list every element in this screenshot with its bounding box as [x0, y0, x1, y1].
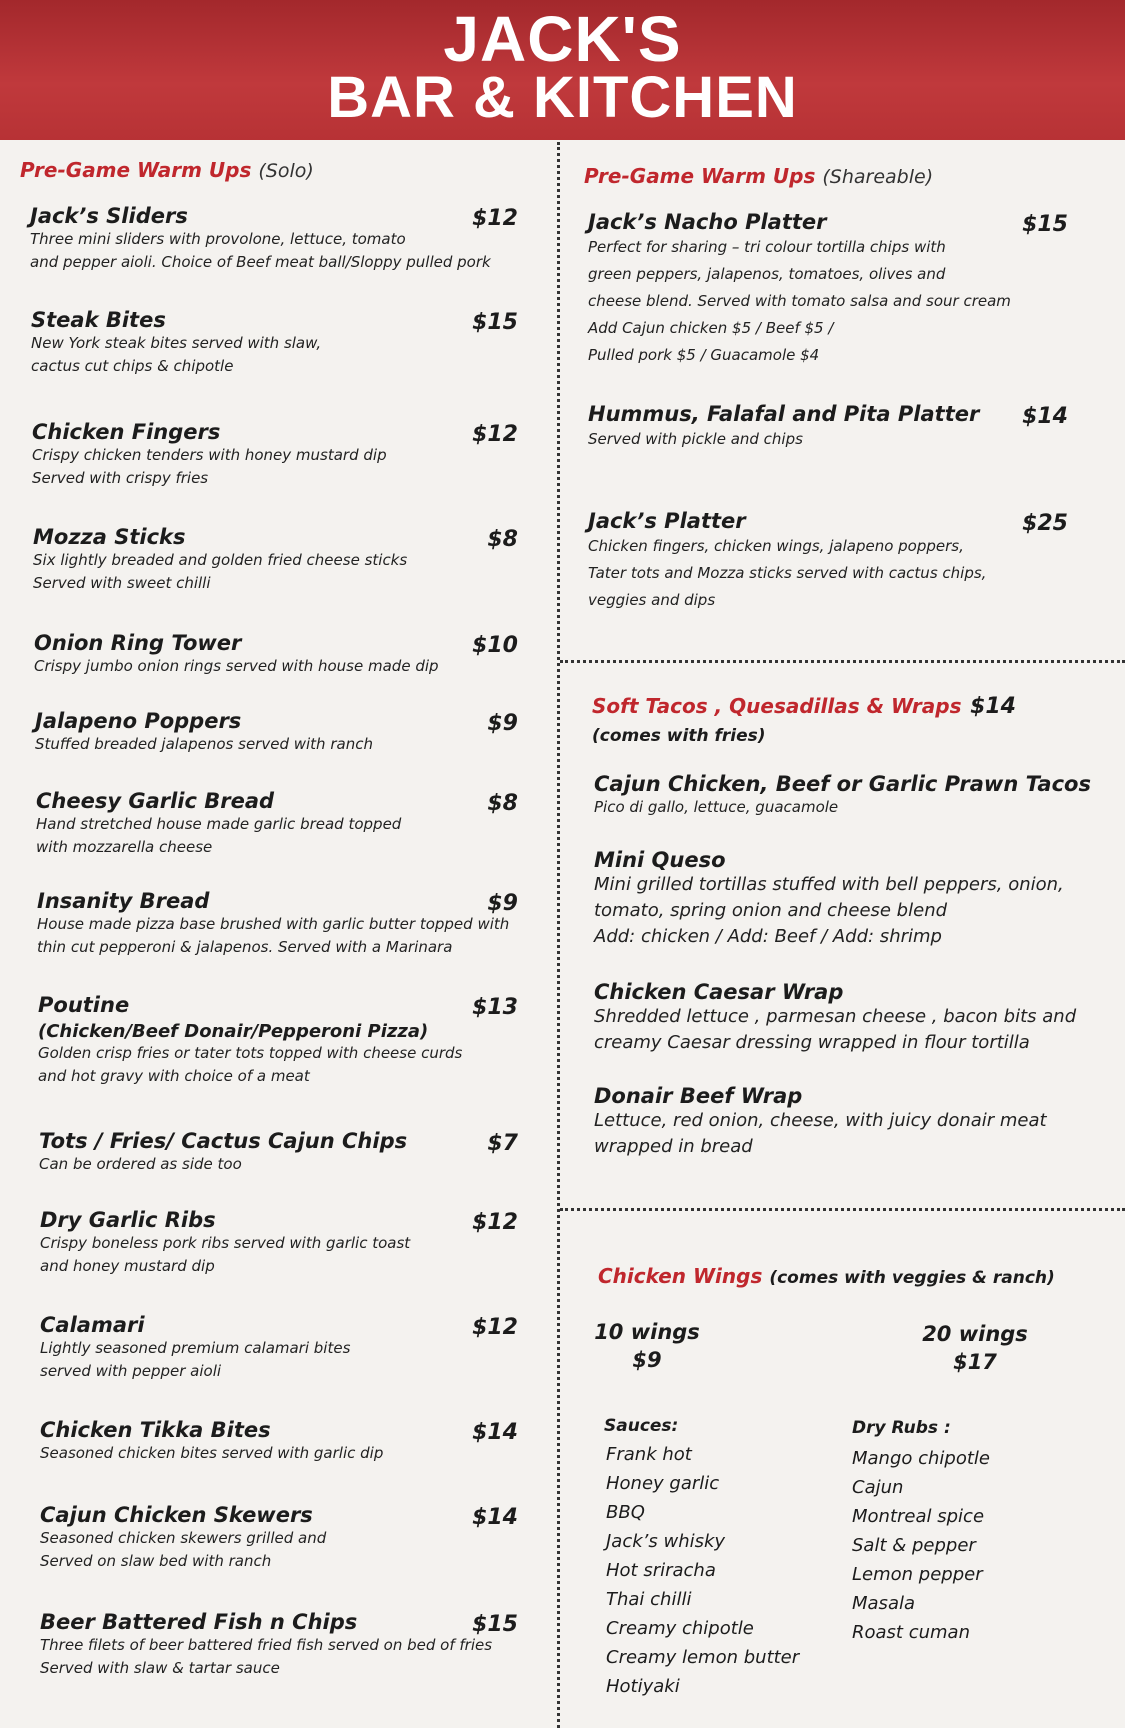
- menu-item-description: served with pepper aioli: [40, 1362, 222, 1380]
- section-divider-1: [560, 660, 1125, 663]
- dry-rub-option: Mango chipotle: [852, 1448, 991, 1469]
- menu-item-price: $8: [487, 791, 518, 816]
- menu-item-description: thin cut pepperoni & jalapenos. Served with a Marinara: [37, 938, 453, 956]
- shareable-item-name: Jack’s Nacho Platter: [588, 210, 827, 234]
- taco-wrap-item: [594, 772, 1094, 819]
- menu-item-name: Jack’s Sliders: [30, 204, 188, 228]
- shareable-item-description: green peppers, jalapenos, tomatoes, olives and: [588, 265, 946, 283]
- shareable-item-price: $15: [1022, 212, 1068, 237]
- sauce-option: BBQ: [606, 1502, 645, 1523]
- menu-item-description: Golden crisp fries or tater tots topped with cheese curds: [38, 1044, 463, 1062]
- menu-item-price: $14: [472, 1420, 518, 1445]
- section-title-wings: Chicken Wings (comes with veggies & ranch): [598, 1264, 1055, 1288]
- taco-wrap-item-description: tomato, spring onion and cheese blend: [594, 900, 948, 921]
- menu-item-price: $12: [472, 1210, 518, 1235]
- sauce-option: Creamy chipotle: [606, 1618, 754, 1639]
- menu-item-name: Cajun Chicken Skewers: [40, 1503, 313, 1527]
- menu-item-description: House made pizza base brushed with garlic butter topped with: [37, 915, 510, 933]
- menu-item-description: cactus cut chips & chipotle: [31, 357, 234, 375]
- menu-item-name: Beer Battered Fish n Chips: [40, 1610, 358, 1634]
- taco-wrap-item-description: Pico di gallo, lettuce, guacamole: [594, 798, 839, 816]
- dry-rub-option: Roast cuman: [852, 1622, 970, 1643]
- menu-item-name: Jalapeno Poppers: [35, 709, 242, 733]
- restaurant-subtitle: BAR & KITCHEN: [327, 65, 798, 130]
- menu-item-description: Served with sweet chilli: [33, 574, 211, 592]
- dry-rub-option: Montreal spice: [852, 1506, 985, 1527]
- shareable-item: [588, 210, 1028, 369]
- menu-item-name: Chicken Fingers: [32, 420, 221, 444]
- menu-item-price: $7: [487, 1131, 518, 1156]
- menu-item-price: $15: [472, 1612, 518, 1637]
- section-divider-2: [560, 1208, 1125, 1211]
- menu-item-description: Crispy boneless pork ribs served with garlic toast: [40, 1234, 411, 1252]
- taco-wrap-item-description: Lettuce, red onion, cheese, with juicy donair meat: [594, 1110, 1047, 1131]
- dry-rub-option: Cajun: [852, 1477, 904, 1498]
- menu-item-description: Three mini sliders with provolone, lettuce, tomato: [30, 230, 406, 248]
- shareable-item-price: $25: [1022, 511, 1068, 536]
- menu-item-price: $14: [472, 1505, 518, 1530]
- shareable-item-description: Tater tots and Mozza sticks served with cactus chips,: [588, 564, 987, 582]
- sauce-option: Jack’s whisky: [606, 1531, 726, 1552]
- taco-wrap-item-description: Add: chicken / Add: Beef / Add: shrimp: [594, 926, 942, 947]
- section-title-warmups-solo: Pre-Game Warm Ups (Solo): [20, 158, 314, 182]
- section-title-tacos: Soft Tacos , Quesadillas & Wraps: [592, 694, 962, 718]
- menu-item-description: Crispy jumbo onion rings served with house made dip: [34, 657, 439, 675]
- restaurant-name: JACK'S: [443, 3, 682, 75]
- menu-item-name: Calamari: [40, 1313, 145, 1337]
- menu-item-price: $12: [472, 1315, 518, 1340]
- shareable-item-description: cheese blend. Served with tomato salsa and sour cream: [588, 292, 1011, 310]
- menu-item-description: Three filets of beer battered fried fish served on bed of fries: [40, 1636, 493, 1654]
- dry-rub-option: Salt & pepper: [852, 1535, 976, 1556]
- menu-item-description: Lightly seasoned premium calamari bites: [40, 1339, 351, 1357]
- taco-wrap-item-description: creamy Caesar dressing wrapped in flour tortilla: [594, 1032, 1030, 1053]
- menu-item-description: Served with slaw & tartar sauce: [40, 1659, 280, 1677]
- dry-rub-option: Lemon pepper: [852, 1564, 983, 1585]
- menu-item-name: Poutine: [38, 993, 130, 1017]
- menu-item-name: Onion Ring Tower: [34, 631, 242, 655]
- menu-item-name: Dry Garlic Ribs: [40, 1208, 216, 1232]
- shareable-item-description: Served with pickle and chips: [588, 430, 803, 448]
- dry-rubs-list: [852, 1444, 990, 1647]
- taco-wrap-item-description: Shredded lettuce , parmesan cheese , bacon bits and: [594, 1006, 1077, 1027]
- menu-item-price: $8: [487, 527, 518, 552]
- menu-header: [0, 0, 1125, 140]
- shareable-item-description: Pulled pork $5 / Guacamole $4: [588, 346, 820, 364]
- menu-item-price: $9: [487, 711, 518, 736]
- shareable-item: [588, 402, 1028, 453]
- menu-item-description: Seasoned chicken bites served with garlic dip: [40, 1444, 384, 1462]
- sauces-title: Sauces:: [604, 1416, 679, 1436]
- taco-wrap-item-name: Donair Beef Wrap: [594, 1084, 803, 1108]
- sauce-option: Hot sriracha: [606, 1560, 716, 1581]
- taco-wrap-item-name: Chicken Caesar Wrap: [594, 980, 844, 1004]
- sauce-option: Honey garlic: [606, 1473, 720, 1494]
- shareable-item-description: Add Cajun chicken $5 / Beef $5 /: [588, 319, 834, 337]
- menu-item-price: $15: [472, 310, 518, 335]
- menu-item-price: $12: [472, 422, 518, 447]
- taco-wrap-item: [594, 980, 1094, 1056]
- sauce-option: Thai chilli: [606, 1589, 692, 1610]
- dry-rub-option: Masala: [852, 1593, 915, 1614]
- wings-option-20: 20 wings $17: [922, 1322, 1028, 1374]
- shareable-item-name: Hummus, Falafal and Pita Platter: [588, 402, 980, 426]
- menu-item-price: $9: [487, 891, 518, 916]
- shareable-item-name: Jack’s Platter: [588, 509, 746, 533]
- menu-item-description: Served on slaw bed with ranch: [40, 1552, 272, 1570]
- menu-item-options: (Chicken/Beef Donair/Pepperoni Pizza): [38, 1021, 429, 1042]
- menu-item-price: $13: [472, 995, 518, 1020]
- taco-wrap-item: [594, 1084, 1094, 1160]
- sauces-list: [606, 1440, 799, 1701]
- menu-item-description: Stuffed breaded jalapenos served with ranch: [35, 735, 373, 753]
- menu-item-name: Chicken Tikka Bites: [40, 1418, 271, 1442]
- shareable-item-description: Perfect for sharing – tri colour tortilla chips with: [588, 238, 946, 256]
- menu-item-name: Steak Bites: [31, 308, 166, 332]
- menu-item-name: Cheesy Garlic Bread: [36, 789, 275, 813]
- menu-item-description: Six lightly breaded and golden fried cheese sticks: [33, 551, 408, 569]
- menu-item-description: and pepper aioli. Choice of Beef meat ball/Sloppy pulled pork: [30, 253, 491, 271]
- sauce-option: Creamy lemon butter: [606, 1647, 800, 1668]
- taco-wrap-item-name: Mini Queso: [594, 848, 726, 872]
- taco-wrap-item-description: Mini grilled tortillas stuffed with bell peppers, onion,: [594, 874, 1064, 895]
- menu-item-description: Seasoned chicken skewers grilled and: [40, 1529, 327, 1547]
- tacos-note: (comes with fries): [592, 726, 766, 746]
- tacos-price: $14: [970, 694, 1016, 719]
- menu-item-name: Tots / Fries/ Cactus Cajun Chips: [39, 1129, 408, 1153]
- dry-rubs-title: Dry Rubs :: [852, 1418, 951, 1438]
- column-divider: [557, 142, 560, 1728]
- taco-wrap-item: [594, 848, 1094, 950]
- section-title-warmups-shareable: Pre-Game Warm Ups (Shareable): [584, 164, 934, 188]
- shareable-item: [588, 509, 1028, 614]
- taco-wrap-item-name: Cajun Chicken, Beef or Garlic Prawn Tacos: [594, 772, 1091, 796]
- menu-item-price: $10: [472, 633, 518, 658]
- menu-item-description: with mozzarella cheese: [36, 838, 213, 856]
- menu-item-name: Insanity Bread: [37, 889, 210, 913]
- menu-item-name: Mozza Sticks: [33, 525, 186, 549]
- menu-item-description: New York steak bites served with slaw,: [31, 334, 322, 352]
- menu-item-description: Can be ordered as side too: [39, 1155, 242, 1173]
- taco-wrap-item-description: wrapped in bread: [594, 1136, 753, 1157]
- shareable-item-price: $14: [1022, 404, 1068, 429]
- wings-option-10: 10 wings $9: [594, 1320, 700, 1372]
- shareable-item-description: veggies and dips: [588, 591, 716, 609]
- menu-item-price: $12: [472, 206, 518, 231]
- menu-item-description: Served with crispy fries: [32, 469, 209, 487]
- sauce-option: Hotiyaki: [606, 1676, 680, 1697]
- menu-item-description: Crispy chicken tenders with honey mustard dip: [32, 446, 387, 464]
- shareable-item-description: Chicken fingers, chicken wings, jalapeno poppers,: [588, 537, 964, 555]
- sauce-option: Frank hot: [606, 1444, 692, 1465]
- menu-item-description: and hot gravy with choice of a meat: [38, 1067, 310, 1085]
- menu-item-description: and honey mustard dip: [40, 1257, 215, 1275]
- menu-item-description: Hand stretched house made garlic bread topped: [36, 815, 402, 833]
